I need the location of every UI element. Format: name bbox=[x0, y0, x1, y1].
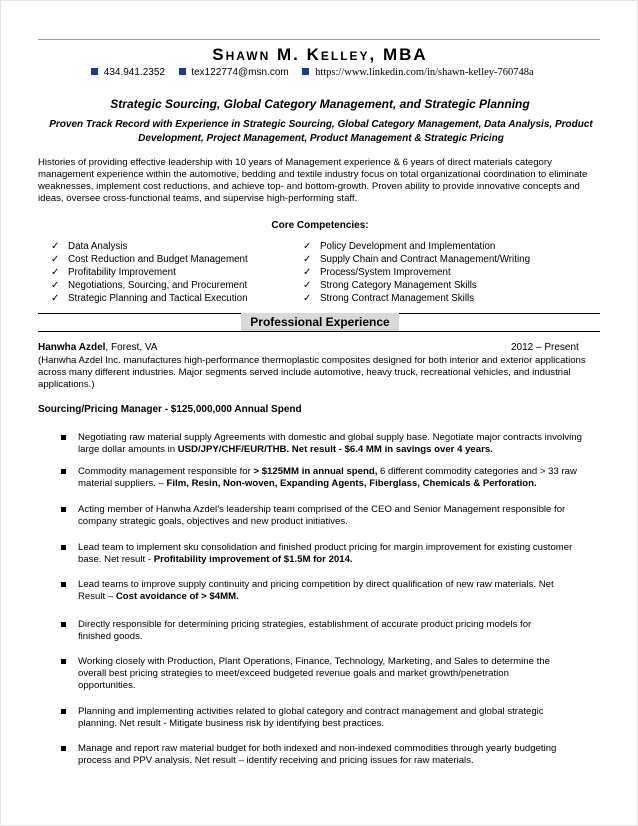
competency-item bbox=[303, 253, 530, 266]
achievement-segment: Lead team to implement sku consolidation and finished product pricing for margin improvement for existing customer base. Net result - bbox=[78, 542, 573, 565]
achievement-highlight: Cost avoidance of > $4MM. bbox=[115, 591, 239, 602]
competency-item bbox=[51, 240, 248, 253]
achievement-segment: Directly responsible for determining pricing strategies, establishment of accurate product pricing models for finished goods. bbox=[78, 619, 532, 642]
competency-label: Process/System Improvement bbox=[320, 267, 451, 278]
competency-label: Strong Category Management Skills bbox=[320, 280, 477, 291]
competency-label: Strong Contract Management Skills bbox=[320, 293, 475, 304]
competency-label: Policy Development and Implementation bbox=[320, 241, 496, 252]
achievement-text bbox=[78, 466, 638, 490]
linkedin-link[interactable]: https://www.linkedin.com/in/shawn-kelley-760748a bbox=[315, 67, 534, 78]
role-title: Sourcing/Pricing Manager - $125,000,000 Annual Spend bbox=[38, 404, 302, 415]
headline: Strategic Sourcing, Global Category Management, and Strategic Planning bbox=[110, 97, 530, 111]
achievement-segment: Planning and implementing activities related to global category and contract management and global strategic planning. Net result - Mitigate business risk by identifying best practices. bbox=[78, 706, 544, 729]
checkmark-icon: ✓ bbox=[303, 254, 312, 265]
section-title: Professional Experience bbox=[241, 313, 399, 331]
competency-item bbox=[303, 266, 530, 279]
achievement-segment: Acting member of Hanwha Azdel’s leadership team comprised of the CEO and Senior Management responsible for company strategic goals, objectives and new product initiatives. bbox=[78, 504, 566, 527]
section-divider bbox=[38, 331, 600, 332]
employment-dates: 2012 – Present bbox=[511, 342, 579, 353]
competencies-right bbox=[303, 240, 530, 305]
competency-item bbox=[51, 266, 248, 279]
subheadline: Proven Track Record with Experience in Strategic Sourcing, Global Category Management, Data Analysis, Product Development, Project Management, Product Management & Strategic Pricing bbox=[49, 119, 593, 144]
achievement-segment: Working closely with Production, Plant Operations, Finance, Technology, Marketing, and Sales to determine the overall best pricing strategies to meet/exceed budgeted revenue goals and market growth/penetration opportunities. bbox=[78, 656, 550, 691]
bullet-square-icon bbox=[91, 68, 98, 75]
achievement-segment: Manage and report raw material budget for both indexed and non-indexed commodities through yearly budgeting process and PPV analysis. Net result – identify receiving and pricing issues for raw materials. bbox=[78, 743, 557, 766]
summary: Histories of providing effective leadership with 10 years of Management experience & 6 years of direct materials category management experience within the automotive, bedding and textile industry focus on total organizational coordination to eliminate weaknesses, implement cost reductions, and achieve top- and bottom-growth. Proven ability to provide innovative concepts and ideas, oversee cross-functional teams, and supervise high-performing staff. bbox=[38, 157, 588, 204]
bullet-square-icon bbox=[179, 68, 186, 75]
bullet-square-icon bbox=[61, 746, 66, 751]
achievement-segment: Lead teams to improve supply continuity and pricing competition by direct qualification of new raw materials. Net Result – bbox=[78, 579, 554, 602]
checkmark-icon: ✓ bbox=[303, 267, 312, 278]
email[interactable]: tex122774@msn.com bbox=[191, 67, 289, 78]
checkmark-icon: ✓ bbox=[51, 280, 60, 291]
phone: 434.941.2352 bbox=[103, 67, 165, 78]
competency-label: Profitability Improvement bbox=[68, 267, 176, 278]
checkmark-icon: ✓ bbox=[303, 280, 312, 291]
competency-item bbox=[303, 292, 530, 305]
candidate-name bbox=[1, 45, 638, 65]
competency-item bbox=[303, 240, 530, 253]
achievement-text bbox=[78, 542, 638, 566]
bullet-square-icon bbox=[61, 659, 66, 664]
achievement-highlight: Film, Resin, Non-woven, Expanding Agents, Fiberglass, Chemicals & Perforation. bbox=[166, 478, 537, 489]
achievement-text bbox=[78, 743, 638, 767]
achievement-text bbox=[78, 706, 638, 730]
achievement-text bbox=[78, 579, 638, 603]
competency-label: Negotiations, Sourcing, and Procurement bbox=[68, 280, 248, 291]
competency-label: Data Analysis bbox=[68, 241, 128, 252]
achievement-text bbox=[78, 619, 638, 643]
checkmark-icon: ✓ bbox=[51, 267, 60, 278]
achievement-segment: Commodity management responsible for bbox=[78, 466, 254, 477]
employer-name: Hanwha Azdel bbox=[38, 342, 106, 353]
bullet-square-icon bbox=[61, 507, 66, 512]
achievement-text bbox=[78, 504, 638, 528]
checkmark-icon: ✓ bbox=[51, 293, 60, 304]
competency-item bbox=[303, 279, 530, 292]
competencies-left bbox=[51, 240, 248, 305]
employer bbox=[38, 342, 157, 353]
achievement-segment: Negotiating raw material supply Agreements with domestic and global supply base. Negotiate major contracts involving large dollar amounts in bbox=[78, 432, 582, 455]
employer-location: , Forest, VA bbox=[105, 342, 158, 353]
achievement-highlight: USD/JPY/CHF/EUR/THB. Net result - $6.4 MM in savings over 4 years. bbox=[177, 444, 493, 455]
competency-item bbox=[51, 279, 248, 292]
checkmark-icon: ✓ bbox=[303, 293, 312, 304]
bullet-square-icon bbox=[61, 622, 66, 627]
achievement-segment: 6 different commodity categories and > 33 raw material suppliers. – bbox=[78, 466, 577, 489]
bullet-square-icon bbox=[61, 435, 66, 440]
competency-item bbox=[51, 253, 248, 266]
company-description: (Hanwha Azdel Inc. manufactures high-performance thermoplastic composites designed for both interior and exterior applications across many different industries. Major segments served include automotive, heavy truck, recreational vehicles, and industrial applications.) bbox=[38, 355, 586, 390]
bullet-square-icon bbox=[61, 582, 66, 587]
competency-label: Strategic Planning and Tactical Execution bbox=[68, 293, 248, 304]
bullet-square-icon bbox=[61, 469, 66, 474]
top-divider bbox=[38, 39, 600, 40]
achievement-highlight: > $125MM in annual spend, bbox=[253, 466, 378, 477]
checkmark-icon: ✓ bbox=[51, 241, 60, 252]
checkmark-icon: ✓ bbox=[303, 241, 312, 252]
achievement-text bbox=[78, 432, 638, 456]
checkmark-icon: ✓ bbox=[51, 254, 60, 265]
bullet-square-icon bbox=[61, 545, 66, 550]
name-text: Shawn M. Kelley, MBA bbox=[212, 45, 428, 64]
achievement-highlight: Profitability improvement of $1.5M for 2014. bbox=[153, 554, 353, 565]
core-competencies-title: Core Competencies: bbox=[271, 220, 369, 231]
bullet-square-icon bbox=[302, 68, 309, 75]
bullet-square-icon bbox=[61, 709, 66, 714]
competency-label: Supply Chain and Contract Management/Writing bbox=[320, 254, 531, 265]
competency-item bbox=[51, 292, 248, 305]
achievement-text bbox=[78, 656, 638, 692]
competency-label: Cost Reduction and Budget Management bbox=[68, 254, 248, 265]
contact-line bbox=[91, 67, 534, 78]
